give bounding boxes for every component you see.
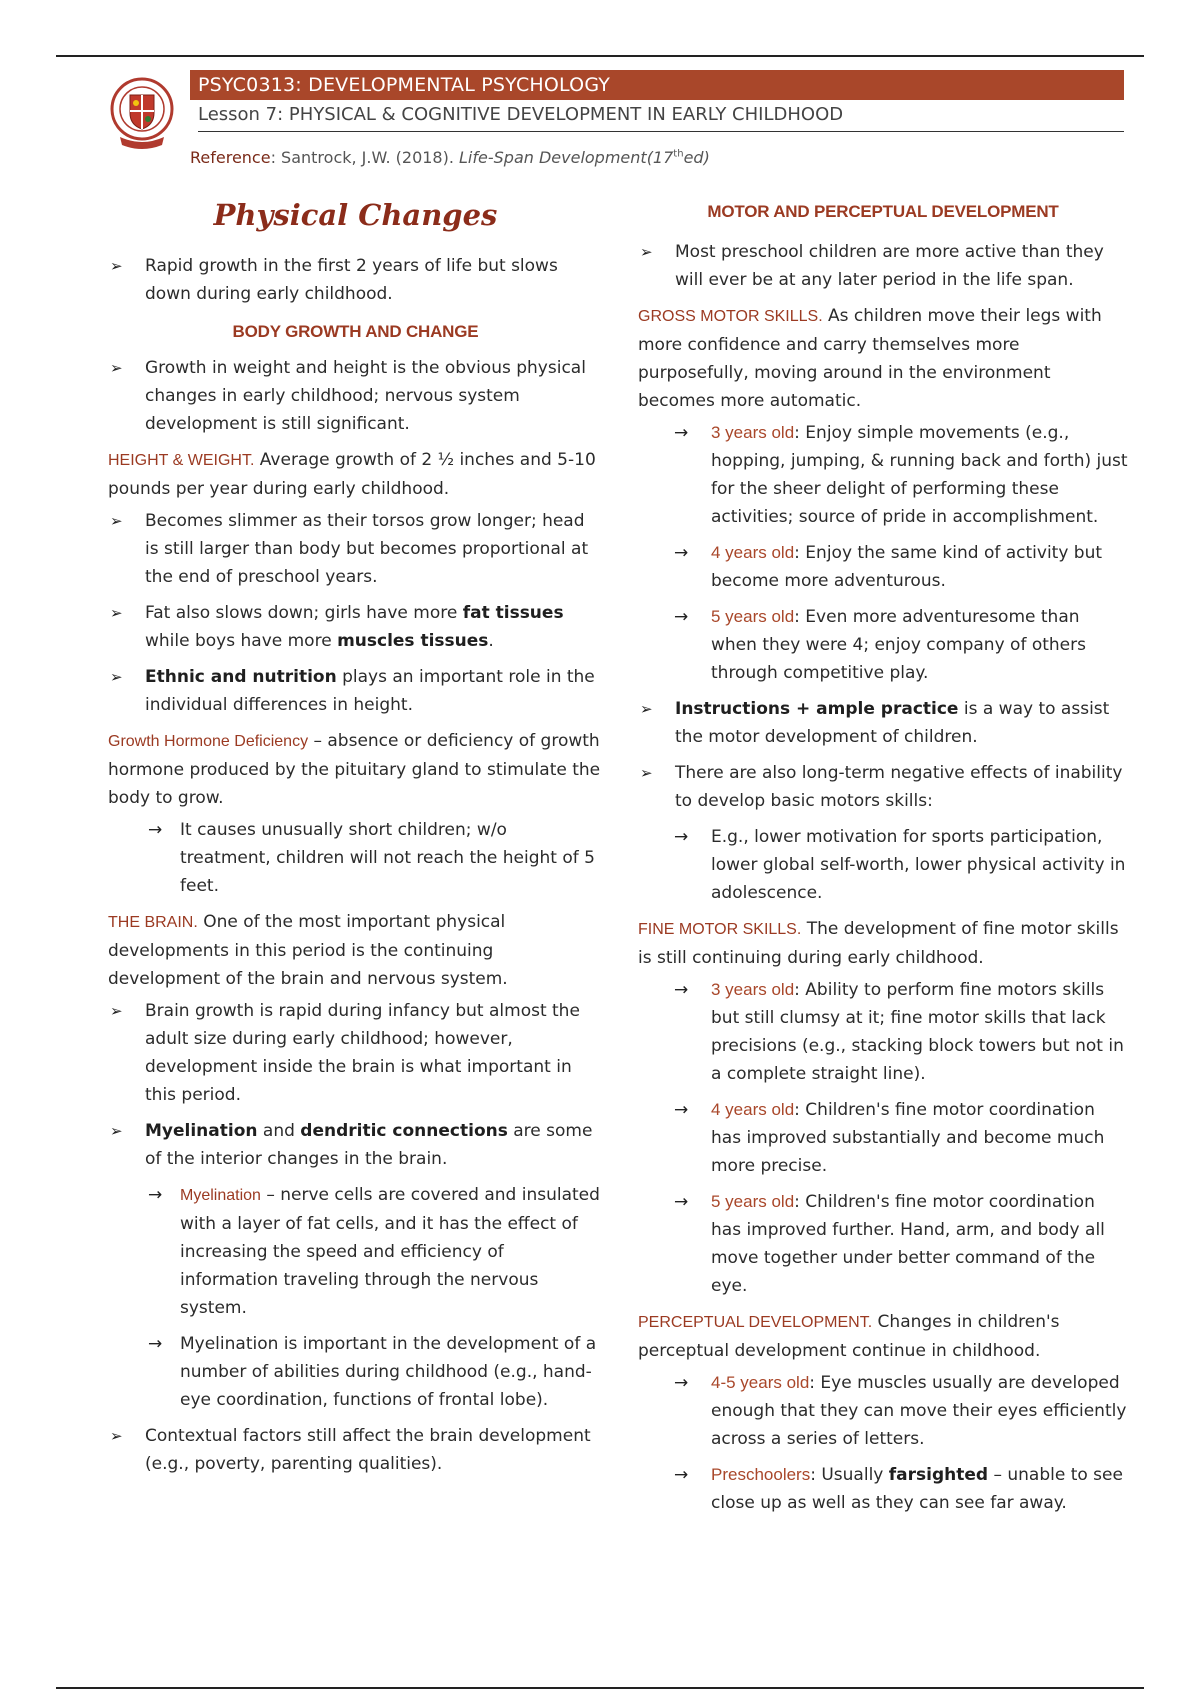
sub-bullet-text: : Even more adventuresome than when they were 4; enjoy company of others through competitive play.	[711, 607, 1086, 683]
reference-line	[190, 148, 710, 167]
sub-bullet-text: : Eye muscles usually are developed enough that they can move their eyes efficiently across a series of letters.	[711, 1373, 1127, 1449]
lead-term: Growth Hormone Deficiency	[108, 733, 309, 750]
sub-bullet-text: – nerve cells are covered and insulated with a layer of fat cells, and it has the effect of increasing the speed and efficiency of information traveling through the nervous system.	[180, 1185, 600, 1318]
bullet-arrow-icon: ➢	[640, 764, 653, 782]
right-arrow-icon: →	[674, 1465, 689, 1485]
bold-term: muscles tissues	[337, 631, 489, 651]
bold-term: Instructions + ample practice	[675, 699, 959, 719]
right-arrow-icon: →	[148, 820, 163, 840]
sub-bullet-text: : Enjoy simple movements (e.g., hopping, jumping, & running back and forth) just for the sheer delight of performing these activities; source of pride in accomplishment.	[711, 423, 1128, 527]
paragraph-text: Average growth of 2 ½ inches and 5-10 pounds per year during early childhood.	[108, 450, 596, 499]
bold-term: fat tissues	[462, 603, 564, 623]
bullet-item	[108, 507, 603, 591]
lesson-title: Lesson 7: PHYSICAL & COGNITIVE DEVELOPMENT IN EARLY CHILDHOOD	[198, 104, 1124, 132]
reference-edition: (17	[646, 148, 674, 167]
bullet-item	[108, 997, 603, 1109]
bold-term: dendritic connections	[300, 1121, 508, 1141]
right-arrow-icon: →	[148, 1334, 163, 1354]
sub-bullet-item	[638, 976, 1128, 1088]
paragraph-gross-motor	[638, 302, 1128, 415]
bullet-text: Rapid growth in the first 2 years of life but slows down during early childhood.	[145, 256, 558, 304]
age-label: 5 years old	[711, 1192, 795, 1211]
paragraph-brain	[108, 908, 603, 993]
bullet-text: is a way to assist the motor development of children.	[675, 699, 1110, 747]
sub-bullet-text: It causes unusually short children; w/o treatment, children will not reach the height of 5 feet.	[180, 820, 595, 896]
bullet-text: There are also long-term negative effects of inability to develop basic motors skills:	[675, 763, 1123, 811]
course-title-bar: PSYC0313: DEVELOPMENTAL PSYCHOLOGY	[190, 70, 1124, 100]
bullet-text: .	[488, 631, 494, 651]
university-seal-icon	[110, 73, 174, 159]
age-label: 5 years old	[711, 607, 795, 626]
age-label: Preschoolers	[711, 1465, 811, 1484]
age-label: 4 years old	[711, 1100, 795, 1119]
bullet-arrow-icon: ➢	[110, 1122, 123, 1140]
age-label: 4 years old	[711, 543, 795, 562]
paragraph-text: As children move their legs with more confidence and carry themselves more purposefully, moving around in the environment becomes more automatic.	[638, 306, 1102, 411]
lead-term: PERCEPTUAL DEVELOPMENT.	[638, 1314, 873, 1331]
lead-term: Myelination	[180, 1187, 261, 1204]
sub-bullet-item	[108, 816, 603, 900]
left-column	[108, 190, 603, 1486]
top-rule	[56, 55, 1144, 57]
sub-bullet-item	[638, 1369, 1128, 1453]
bullet-item	[108, 252, 603, 308]
bold-term: Myelination	[145, 1121, 258, 1141]
bullet-text: Becomes slimmer as their torsos grow longer; head is still larger than body but becomes proportional at the end of preschool years.	[145, 511, 589, 587]
bullet-item	[638, 759, 1128, 815]
reference-edition-end: ed)	[683, 148, 710, 167]
bullet-arrow-icon: ➢	[110, 1427, 123, 1445]
reference-book-title: Life-Span Development	[459, 148, 647, 167]
bullet-item	[108, 663, 603, 719]
bullet-text: Most preschool children are more active than they will ever be at any later period in the life span.	[675, 242, 1104, 290]
right-arrow-icon: →	[148, 1185, 163, 1205]
paragraph-height-weight	[108, 446, 603, 503]
sub-bullet-text: : Ability to perform fine motors skills but still clumsy at it; fine motor skills that lack precisions (e.g., stacking block towers but not in a complete straight line).	[711, 980, 1124, 1084]
right-arrow-icon: →	[674, 607, 689, 627]
sub-bullet-text: : Usually	[810, 1465, 889, 1485]
reference-label: Reference	[190, 148, 271, 167]
bottom-rule	[56, 1687, 1144, 1689]
bullet-arrow-icon: ➢	[110, 604, 123, 622]
bullet-text: Contextual factors still affect the brain development (e.g., poverty, parenting qualities).	[145, 1426, 591, 1474]
sub-bullet-item	[638, 539, 1128, 595]
lead-term: THE BRAIN.	[108, 914, 198, 931]
paragraph-fine-motor	[638, 915, 1128, 972]
reference-author: : Santrock, J.W. (2018).	[270, 148, 460, 167]
paragraph-perceptual	[638, 1308, 1128, 1365]
right-arrow-icon: →	[674, 827, 689, 847]
bullet-item	[108, 354, 603, 438]
bullet-text: Brain growth is rapid during infancy but almost the adult size during early childhood; however, development inside the brain is what important in this period.	[145, 1001, 580, 1105]
bullet-arrow-icon: ➢	[110, 668, 123, 686]
paragraph-growth-hormone	[108, 727, 603, 812]
right-arrow-icon: →	[674, 1100, 689, 1120]
sub-bullet-text: : Enjoy the same kind of activity but become more adventurous.	[711, 543, 1103, 591]
bold-term: farsighted	[888, 1465, 989, 1485]
sub-bullet-text: : Children's fine motor coordination has improved substantially and become much more precise.	[711, 1100, 1105, 1176]
bullet-text: Growth in weight and height is the obvious physical changes in early childhood; nervous system development is still significant.	[145, 358, 586, 434]
right-arrow-icon: →	[674, 543, 689, 563]
sub-bullet-item	[638, 1461, 1128, 1517]
bullet-arrow-icon: ➢	[110, 359, 123, 377]
sub-bullet-item	[638, 419, 1128, 531]
reference-edition-sup: th	[673, 148, 684, 160]
bullet-text: and	[257, 1121, 301, 1141]
heading-motor-perceptual: MOTOR AND PERCEPTUAL DEVELOPMENT	[707, 202, 1059, 221]
paragraph-text: Changes in children's perceptual development continue in childhood.	[638, 1312, 1060, 1361]
age-label: 4-5 years old	[711, 1373, 810, 1392]
sub-bullet-text: E.g., lower motivation for sports participation, lower global self-worth, lower physical activity in adolescence.	[711, 827, 1126, 903]
sub-bullet-item	[638, 603, 1128, 687]
right-arrow-icon: →	[674, 980, 689, 1000]
age-label: 3 years old	[711, 980, 795, 999]
bullet-text: are some of the interior changes in the brain.	[145, 1121, 593, 1169]
bullet-arrow-icon: ➢	[110, 257, 123, 275]
paragraph-text: – absence or deficiency of growth hormone produced by the pituitary gland to stimulate the body to grow.	[108, 731, 601, 808]
bold-term: Ethnic and nutrition	[145, 667, 337, 687]
sub-bullet-text: Myelination is important in the development of a number of abilities during childhood (e.g., hand-eye coordination, functions of frontal lobe).	[180, 1334, 597, 1410]
bullet-item	[638, 695, 1128, 751]
bullet-arrow-icon: ➢	[110, 512, 123, 530]
bullet-item	[638, 238, 1128, 294]
heading-body-growth: BODY GROWTH AND CHANGE	[232, 322, 479, 341]
sub-bullet-item	[638, 1188, 1128, 1300]
lead-term: GROSS MOTOR SKILLS.	[638, 308, 823, 325]
sub-bullet-item	[638, 1096, 1128, 1180]
right-arrow-icon: →	[674, 1192, 689, 1212]
age-label: 3 years old	[711, 423, 795, 442]
lead-term: FINE MOTOR SKILLS.	[638, 921, 802, 938]
sub-bullet-item	[108, 1181, 603, 1322]
bullet-arrow-icon: ➢	[640, 700, 653, 718]
bullet-text: plays an important role in the individual differences in height.	[145, 667, 595, 715]
sub-bullet-item	[108, 1330, 603, 1414]
lead-term: HEIGHT & WEIGHT.	[108, 452, 255, 469]
paragraph-text: One of the most important physical developments in this period is the continuing development of the brain and nervous system.	[108, 912, 508, 989]
paragraph-text: The development of fine motor skills is still continuing during early childhood.	[638, 919, 1119, 968]
right-arrow-icon: →	[674, 1373, 689, 1393]
bullet-text: while boys have more	[145, 631, 338, 651]
bullet-text: Fat also slows down; girls have more	[145, 603, 463, 623]
section-title-physical-changes: Physical Changes	[213, 198, 498, 232]
sub-bullet-text: : Children's fine motor coordination has improved further. Hand, arm, and body all move together under better command of the eye.	[711, 1192, 1105, 1296]
bullet-item	[108, 1422, 603, 1478]
right-arrow-icon: →	[674, 423, 689, 443]
sub-bullet-text: – unable to see close up as well as they can see far away.	[711, 1465, 1123, 1513]
bullet-arrow-icon: ➢	[640, 243, 653, 261]
bullet-item	[108, 599, 603, 655]
right-column	[638, 190, 1128, 1525]
sub-bullet-item	[638, 823, 1128, 907]
bullet-arrow-icon: ➢	[110, 1002, 123, 1020]
bullet-item	[108, 1117, 603, 1173]
